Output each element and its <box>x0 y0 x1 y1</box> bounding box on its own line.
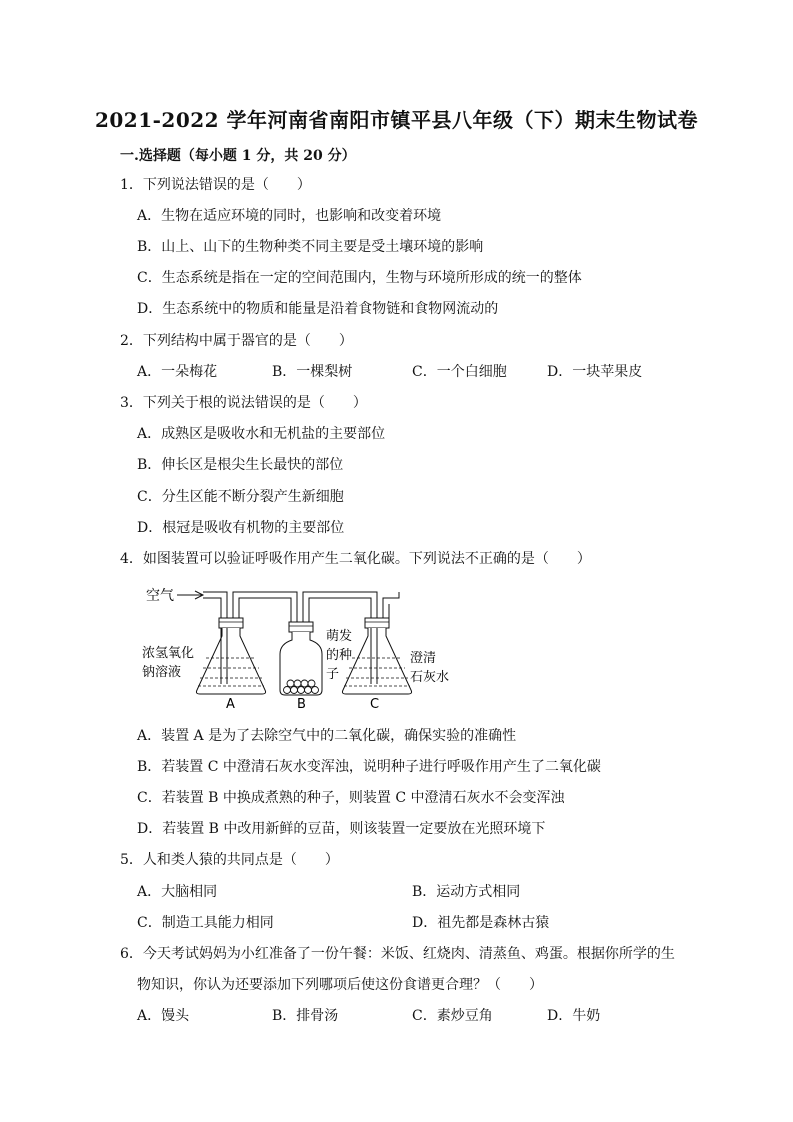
question-text: 下列关于根的说法错误的是（ ） <box>142 395 367 411</box>
naoh-label-line2: 钠溶液 <box>142 665 182 680</box>
q3-option-c: C．分生区能不断分裂产生新细胞 <box>137 489 344 505</box>
question-number: 3． <box>120 395 143 411</box>
label-b: B <box>297 697 306 712</box>
q5-option-d: D．祖先都是森林古猿 <box>412 915 550 931</box>
exam-title: 2021-2022 学年河南省南阳市镇平县八年级（下）期末生物试卷 <box>94 108 699 132</box>
q6-option-a: A．馒头 <box>137 1008 190 1024</box>
germinating-seeds <box>284 680 319 694</box>
section-heading: 一.选择题（每小题 1 分，共 20 分） <box>120 148 356 164</box>
limewater-label-line1: 澄清 <box>410 651 437 666</box>
question-number: 2． <box>120 333 143 349</box>
q1-option-d: D．生态系统中的物质和能量是沿着食物链和食物网流动的 <box>137 301 499 317</box>
question-number: 4． <box>120 551 143 567</box>
question-text: 人和类人猿的共同点是（ ） <box>142 852 339 868</box>
question-1-stem <box>120 176 311 194</box>
seed-label-line2: 的种 <box>326 648 353 663</box>
question-text: 如图装置可以验证呼吸作用产生二氧化碳。下列说法不正确的是（ ） <box>142 551 591 567</box>
question-text: 下列说法错误的是（ ） <box>142 177 311 193</box>
q4-option-c: C．若装置 B 中换成煮熟的种子，则装置 C 中澄清石灰水不会变浑浊 <box>137 790 565 806</box>
bottle-b <box>280 632 322 695</box>
q4-option-d: D．若装置 B 中改用新鲜的豆苗，则该装置一定要放在光照环境下 <box>137 821 546 837</box>
limewater-label-line2: 石灰水 <box>410 670 450 685</box>
q1-option-b: B．山上、山下的生物种类不同主要是受土壤环境的影响 <box>137 239 484 255</box>
seed-label-line3: 子 <box>326 667 340 682</box>
q3-option-a: A．成熟区是吸收水和无机盐的主要部位 <box>137 426 386 442</box>
question-5-stem <box>120 851 339 869</box>
q2-option-c: C．一个白细胞 <box>412 364 507 380</box>
q3-option-b: B．伸长区是根尖生长最快的部位 <box>137 457 344 473</box>
q6-option-b: B．排骨汤 <box>272 1008 339 1024</box>
q5-option-b: B．运动方式相同 <box>412 884 521 900</box>
q4-option-a: A．装置 A 是为了去除空气中的二氧化碳，确保实验的准确性 <box>137 728 517 744</box>
q1-option-a: A．生物在适应环境的同时，也影响和改变着环境 <box>137 208 442 224</box>
bottle-b-stopper <box>289 622 313 632</box>
question-text: 下列结构中属于器官的是（ ） <box>142 333 353 349</box>
q5-option-a: A．大脑相同 <box>137 884 218 900</box>
q2-option-a: A．一朵梅花 <box>137 364 218 380</box>
q5-option-c: C．制造工具能力相同 <box>137 915 274 931</box>
naoh-label-line1: 浓氢氧化 <box>142 646 195 661</box>
q6-option-c: C．素炒豆角 <box>412 1008 493 1024</box>
seed-label-line1: 萌发 <box>326 629 353 644</box>
q4-option-b: B．若装置 C 中澄清石灰水变浑浊，说明种子进行呼吸作用产生了二氧化碳 <box>137 759 601 775</box>
q2-option-d: D．一块苹果皮 <box>547 364 643 380</box>
flask-a-stopper <box>219 618 243 628</box>
question-number: 6． <box>120 946 143 962</box>
air-label: 空气 <box>146 588 174 604</box>
question-2-stem <box>120 332 353 350</box>
label-a: A <box>226 697 235 712</box>
q3-option-d: D．根冠是吸收有机物的主要部位 <box>137 520 345 536</box>
q2-option-b: B．一棵梨树 <box>272 364 353 380</box>
q1-option-c: C．生态系统是指在一定的空间范围内，生物与环境所形成的统一的整体 <box>137 270 582 286</box>
label-c: C <box>370 697 380 712</box>
question-4-stem <box>120 550 591 568</box>
q6-option-d: D．牛奶 <box>547 1008 601 1024</box>
question-3-stem <box>120 394 367 412</box>
question-number: 5． <box>120 852 143 868</box>
question-text: 今天考试妈妈为小红准备了一份午餐：米饭、红烧肉、清蒸鱼、鸡蛋。根据你所学的生 <box>142 946 675 962</box>
question-6-stem <box>120 945 675 963</box>
question-6-stem-continued: 物知识，你认为还要添加下列哪项后使这份食谱更合理？（ ） <box>137 977 543 993</box>
flask-a <box>196 628 265 694</box>
respiration-apparatus-diagram <box>137 578 467 713</box>
flask-c-stopper <box>365 618 389 628</box>
question-number: 1． <box>120 177 143 193</box>
